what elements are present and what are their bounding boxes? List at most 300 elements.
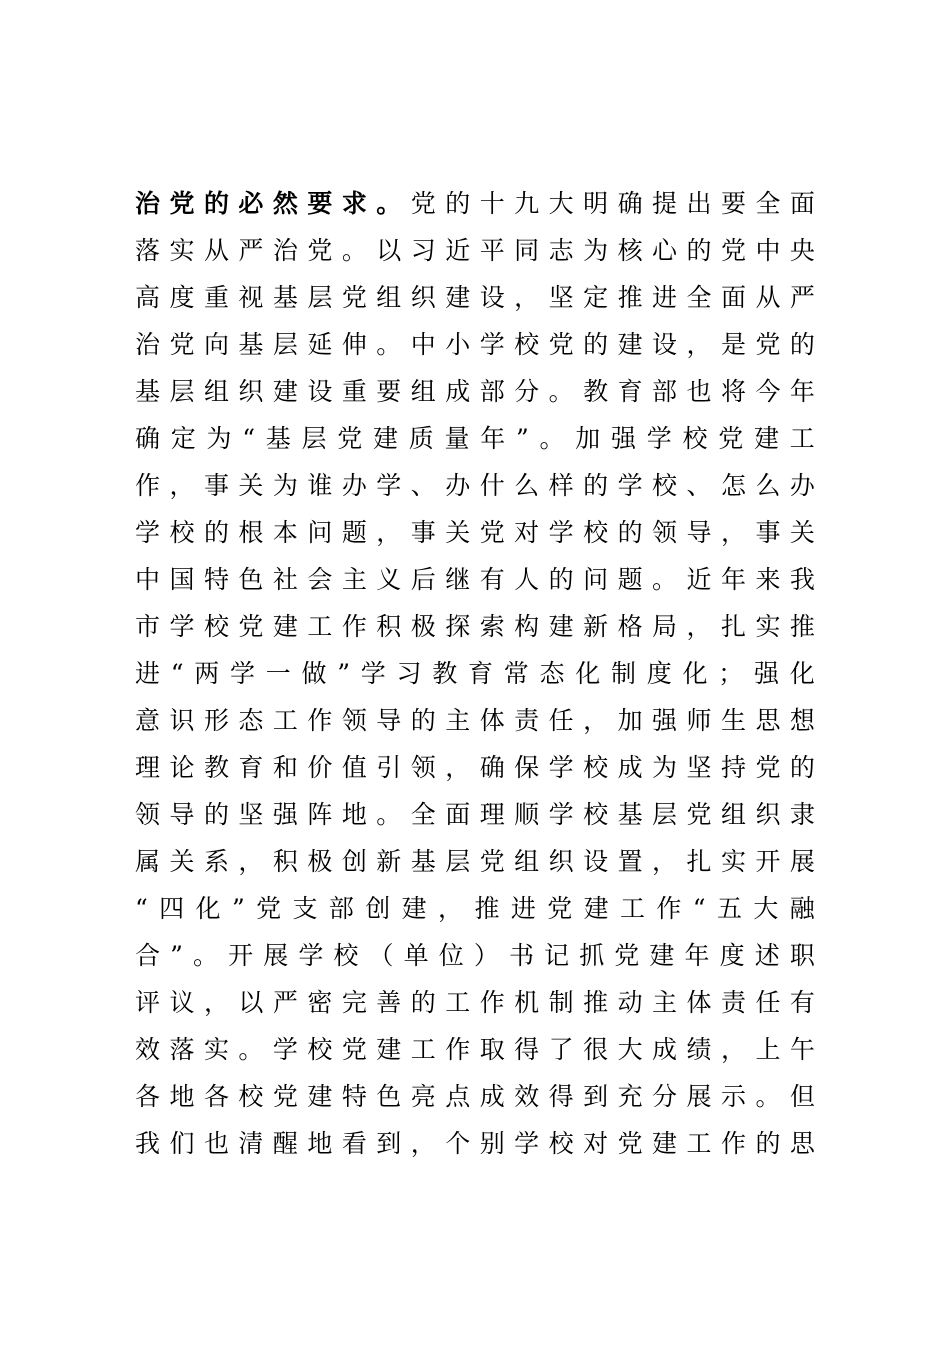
text-char: 部	[328, 894, 354, 923]
text-char: 从	[203, 236, 229, 265]
text-char: 我	[135, 1129, 161, 1158]
text-char: 明	[583, 189, 609, 218]
text-char: 色	[376, 1082, 402, 1111]
text-char: 本	[272, 518, 298, 547]
text-char: 从	[755, 283, 781, 312]
text-char: 建	[583, 894, 609, 923]
text-line	[135, 603, 815, 650]
text-char: 论	[169, 753, 195, 782]
text-line	[135, 462, 815, 509]
text-line	[135, 509, 815, 556]
text-char: 事	[410, 518, 436, 547]
text-char: 党	[548, 330, 574, 359]
text-char: 量	[444, 424, 470, 453]
text-char: 新	[583, 612, 609, 641]
text-char: 两	[194, 659, 220, 688]
text-char: 的	[203, 518, 229, 547]
text-char: 中	[755, 236, 781, 265]
text-char: 作	[479, 988, 505, 1017]
text-char: 展	[789, 847, 815, 876]
text-char: 们	[169, 1129, 195, 1158]
text-char: 视	[238, 283, 264, 312]
text-char: 问	[307, 518, 333, 547]
text-char: 织	[238, 377, 264, 406]
text-char: 色	[238, 565, 264, 594]
text-char: 大	[617, 1035, 643, 1064]
text-char: 学	[548, 753, 574, 782]
text-char: 作	[307, 706, 333, 735]
text-char: 地	[307, 1129, 333, 1158]
text-char: 教	[432, 659, 458, 688]
text-char: 组	[376, 283, 402, 312]
text-char: 义	[376, 565, 402, 594]
text-line	[135, 227, 815, 274]
text-char: 国	[169, 565, 195, 594]
text-char: 校	[682, 424, 708, 453]
text-line	[135, 791, 815, 838]
text-char: 要	[376, 377, 402, 406]
text-char: 今	[755, 377, 781, 406]
text-char: 。	[238, 1035, 264, 1064]
text-char: 绩	[686, 1035, 712, 1064]
text-char: 学	[135, 518, 161, 547]
text-char: 后	[410, 565, 436, 594]
text-char: ，	[583, 706, 609, 735]
text-char: 机	[514, 988, 540, 1017]
text-char: 也	[203, 1129, 229, 1158]
text-char: 教	[203, 753, 229, 782]
text-line	[135, 885, 815, 932]
text-char: 开	[755, 847, 781, 876]
text-char: 延	[307, 330, 333, 359]
text-char: 。	[376, 800, 402, 829]
text-char: 重	[341, 377, 367, 406]
text-char: 问	[583, 565, 609, 594]
text-char: 党	[617, 1129, 643, 1158]
text-char: 定	[170, 424, 196, 453]
text-char: 治	[135, 189, 161, 218]
text-line	[135, 979, 815, 1026]
text-char: 动	[617, 988, 643, 1017]
text-char: 展	[263, 941, 289, 970]
text-char: 主	[652, 988, 678, 1017]
text-char: 积	[272, 847, 298, 876]
text-char: 育	[468, 659, 494, 688]
text-char: 了	[548, 1035, 574, 1064]
text-char: 保	[514, 753, 540, 782]
text-char: 书	[508, 941, 534, 970]
text-char: 工	[620, 894, 646, 923]
text-char: 校	[583, 753, 609, 782]
text-char: 得	[548, 1082, 574, 1111]
text-char: 什	[479, 471, 505, 500]
text-char: 效	[514, 1082, 540, 1111]
text-char: 习	[410, 236, 436, 265]
text-char: 治	[272, 236, 298, 265]
text-line	[135, 650, 815, 697]
text-char: 强	[754, 659, 780, 688]
text-char: 完	[341, 988, 367, 1017]
text-char: 确	[135, 424, 161, 453]
text-char: 得	[514, 1035, 540, 1064]
text-char: 建	[649, 941, 675, 970]
text-char: 的	[686, 236, 712, 265]
text-char: 想	[789, 706, 815, 735]
text-char: 作	[445, 1035, 471, 1064]
text-char: 年	[789, 377, 815, 406]
text-line	[135, 321, 815, 368]
text-char: 心	[652, 236, 678, 265]
text-char: 落	[169, 1035, 195, 1064]
text-char: 展	[686, 1082, 712, 1111]
text-char: 求	[341, 189, 367, 218]
text-char: 工	[789, 424, 815, 453]
text-char: ，	[169, 471, 195, 500]
text-char: 组	[410, 377, 436, 406]
text-char: 织	[410, 283, 436, 312]
text-char: 但	[789, 1082, 815, 1111]
body-text	[135, 180, 815, 1167]
text-char: 关	[169, 847, 195, 876]
text-char: 推	[474, 894, 500, 923]
text-char: 全	[686, 283, 712, 312]
text-char: 主	[341, 565, 367, 594]
text-char: 扎	[686, 847, 712, 876]
text-char: 的	[789, 330, 815, 359]
text-char: 进	[135, 659, 161, 688]
text-char: 工	[272, 706, 298, 735]
text-char: 校	[169, 518, 195, 547]
text-char: 部	[479, 377, 505, 406]
text-char: 社	[272, 565, 298, 594]
text-line	[135, 1026, 815, 1073]
text-char: 基	[617, 800, 643, 829]
text-char: 创	[341, 847, 367, 876]
text-char: 党	[256, 894, 282, 923]
text-char: 化	[789, 659, 815, 688]
text-line	[135, 368, 815, 415]
text-char: “	[135, 894, 148, 923]
text-char: 的	[548, 565, 574, 594]
text-char: ，	[720, 1035, 746, 1064]
text-char: 清	[238, 1129, 264, 1158]
text-char: 基	[238, 330, 264, 359]
text-char: 么	[514, 471, 540, 500]
text-char: 组	[203, 377, 229, 406]
text-char: 制	[548, 988, 574, 1017]
text-line	[135, 1073, 815, 1120]
text-char: 九	[514, 189, 540, 218]
text-char: 样	[548, 471, 574, 500]
text-char: 的	[203, 189, 229, 218]
text-char: 体	[479, 706, 505, 735]
text-char: 治	[135, 330, 161, 359]
text-char: 工	[410, 1035, 436, 1064]
text-char: 意	[135, 706, 161, 735]
text-char: 亮	[410, 1082, 436, 1111]
text-char: 提	[652, 189, 678, 218]
text-char: 加	[617, 706, 643, 735]
text-char: 要	[720, 189, 746, 218]
text-char: 层	[272, 330, 298, 359]
text-char: 建	[307, 1082, 333, 1111]
text-char: 严	[272, 988, 298, 1017]
text-char: 午	[789, 1035, 815, 1064]
text-char: 醒	[272, 1129, 298, 1158]
text-char: ）	[473, 941, 499, 970]
text-char: 为	[652, 753, 678, 782]
text-char: 严	[789, 283, 815, 312]
text-char: 学	[548, 518, 574, 547]
text-char: 。	[755, 1082, 781, 1111]
text-char: 的	[617, 518, 643, 547]
text-char: 持	[720, 753, 746, 782]
text-char: 度	[719, 941, 745, 970]
text-char: 上	[755, 1035, 781, 1064]
text-char: 建	[754, 424, 780, 453]
text-char: 学	[169, 612, 195, 641]
text-char: 制	[611, 659, 637, 688]
text-char: 党	[547, 894, 573, 923]
text-char: 平	[479, 236, 505, 265]
text-line	[135, 744, 815, 791]
text-char: 设	[583, 847, 609, 876]
text-char: 大	[753, 894, 779, 923]
text-char: 领	[135, 800, 161, 829]
text-char: 层	[652, 800, 678, 829]
text-char: 效	[135, 1035, 161, 1064]
text-char: 推	[583, 988, 609, 1017]
text-char: 推	[789, 612, 815, 641]
text-char: 特	[203, 565, 229, 594]
text-char: 建	[548, 612, 574, 641]
text-char: 小	[445, 330, 471, 359]
text-char: 建	[617, 330, 643, 359]
text-char: 扎	[720, 612, 746, 641]
text-char: 层	[445, 847, 471, 876]
text-char: 党	[272, 1082, 298, 1111]
text-char: 严	[238, 236, 264, 265]
text-char: 要	[307, 189, 333, 218]
text-char: 强	[611, 424, 637, 453]
text-char: 志	[548, 236, 574, 265]
text-char: 高	[135, 283, 161, 312]
text-char: 隶	[789, 800, 815, 829]
text-char: 的	[583, 330, 609, 359]
text-char: 领	[341, 706, 367, 735]
text-char: 单	[403, 941, 429, 970]
text-char: 进	[652, 283, 678, 312]
text-char: 。	[376, 330, 402, 359]
text-char: 主	[445, 706, 471, 735]
text-char: 建	[272, 612, 298, 641]
text-char: 理	[135, 753, 161, 782]
text-char: 建	[272, 377, 298, 406]
text-char: 很	[583, 1035, 609, 1064]
text-char: ，	[652, 847, 678, 876]
text-char: 。	[548, 377, 574, 406]
text-char: 怎	[720, 471, 746, 500]
text-char: 思	[789, 1129, 815, 1158]
text-char: 分	[514, 377, 540, 406]
text-char: 落	[135, 236, 161, 265]
text-char: 校	[307, 1035, 333, 1064]
text-char: 确	[617, 189, 643, 218]
text-char: 面	[720, 283, 746, 312]
text-char: 面	[789, 189, 815, 218]
text-char: 校	[203, 612, 229, 641]
text-char: 基	[272, 283, 298, 312]
text-char: 师	[686, 706, 712, 735]
text-char: 也	[686, 377, 712, 406]
text-char: 责	[514, 706, 540, 735]
text-char: 坚	[548, 283, 574, 312]
text-char: 事	[203, 471, 229, 500]
text-char: 近	[686, 565, 712, 594]
text-char: 中	[410, 330, 436, 359]
text-char: 成	[617, 753, 643, 782]
text-char: ，	[438, 894, 464, 923]
text-char: 系	[203, 847, 229, 876]
text-char: 党	[718, 424, 744, 453]
text-line	[135, 556, 815, 603]
text-char: 引	[376, 753, 402, 782]
text-char: 置	[617, 847, 643, 876]
text-char: 作	[656, 894, 682, 923]
text-char: 化	[682, 659, 708, 688]
text-char: 建	[652, 1129, 678, 1158]
text-char: ；	[718, 659, 744, 688]
text-char: 学	[376, 471, 402, 500]
text-char: 学	[230, 659, 256, 688]
text-char: 基	[265, 424, 291, 453]
text-char: 校	[514, 330, 540, 359]
text-char: 校	[652, 471, 678, 500]
text-char: 善	[376, 988, 402, 1017]
text-char: 育	[617, 377, 643, 406]
text-char: 、	[410, 471, 436, 500]
text-char: 学	[360, 659, 386, 688]
text-char: 年	[720, 565, 746, 594]
text-char: 以	[238, 988, 264, 1017]
text-char: 十	[479, 189, 505, 218]
text-char: 育	[238, 753, 264, 782]
text-char: 中	[135, 565, 161, 594]
text-char: 。	[192, 941, 218, 970]
text-char: 党	[720, 236, 746, 265]
text-char: 会	[307, 565, 333, 594]
text-char: 的	[410, 988, 436, 1017]
text-char: ”	[231, 894, 245, 923]
text-char: 根	[238, 518, 264, 547]
text-char: 别	[479, 1129, 505, 1158]
text-char: 的	[583, 471, 609, 500]
text-char: 工	[307, 612, 333, 641]
text-char: 地	[341, 800, 367, 829]
text-char: 各	[203, 1082, 229, 1111]
text-char: 我	[789, 565, 815, 594]
text-char: 学	[479, 330, 505, 359]
text-line	[135, 1120, 815, 1167]
text-char: 的	[203, 800, 229, 829]
text-char: 任	[755, 988, 781, 1017]
text-char: 层	[301, 424, 327, 453]
text-char: 加	[575, 424, 601, 453]
text-char: 点	[445, 1082, 471, 1111]
text-char: 的	[410, 706, 436, 735]
text-char: 。	[652, 565, 678, 594]
text-char: 、	[686, 471, 712, 500]
text-char: 格	[617, 612, 643, 641]
text-char: 值	[341, 753, 367, 782]
text-char: 工	[686, 1129, 712, 1158]
text-char: 责	[720, 988, 746, 1017]
text-char: ，	[445, 753, 471, 782]
text-char: 党	[479, 847, 505, 876]
text-char: 基	[135, 377, 161, 406]
text-char: 融	[789, 894, 815, 923]
text-char: 学	[272, 1035, 298, 1064]
text-char: 构	[514, 612, 540, 641]
text-char: 党	[479, 518, 505, 547]
text-char: 有	[789, 988, 815, 1017]
text-char: 成	[445, 377, 471, 406]
text-char: 全	[755, 189, 781, 218]
text-char: 习	[396, 659, 422, 688]
text-char: 党	[410, 189, 436, 218]
text-char: 坚	[686, 753, 712, 782]
text-char: 重	[203, 283, 229, 312]
text-char: 作	[720, 1129, 746, 1158]
text-char: 建	[376, 1035, 402, 1064]
text-char: 有	[479, 565, 505, 594]
text-char: “	[242, 424, 256, 453]
text-char: 一	[265, 659, 291, 688]
text-char: 织	[548, 847, 574, 876]
text-char: 对	[514, 518, 540, 547]
text-char: 充	[617, 1082, 643, 1111]
text-line	[135, 697, 815, 744]
text-char: 的	[755, 1129, 781, 1158]
text-char: 做	[301, 659, 327, 688]
text-char: 分	[652, 1082, 678, 1111]
text-char: 关	[238, 471, 264, 500]
text-char: 为	[583, 236, 609, 265]
text-char: 校	[548, 1129, 574, 1158]
text-char: 形	[203, 706, 229, 735]
text-char: 度	[169, 283, 195, 312]
text-char: 为	[206, 424, 232, 453]
text-char: 开	[228, 941, 254, 970]
text-char: 到	[376, 1129, 402, 1158]
text-char: 建	[373, 424, 399, 453]
text-char: 强	[272, 800, 298, 829]
text-char: 化	[575, 659, 601, 688]
text-char: 作	[341, 612, 367, 641]
text-char: 。	[539, 424, 565, 453]
text-char: 示	[720, 1082, 746, 1111]
text-char: 推	[617, 283, 643, 312]
text-char: 地	[169, 1082, 195, 1111]
text-char: 将	[720, 377, 746, 406]
text-char: 积	[376, 612, 402, 641]
text-char: 面	[445, 800, 471, 829]
text-char: 看	[341, 1129, 367, 1158]
text-char: 各	[135, 1082, 161, 1111]
text-char: 题	[341, 518, 367, 547]
text-char: 质	[408, 424, 434, 453]
text-char: 办	[445, 471, 471, 500]
